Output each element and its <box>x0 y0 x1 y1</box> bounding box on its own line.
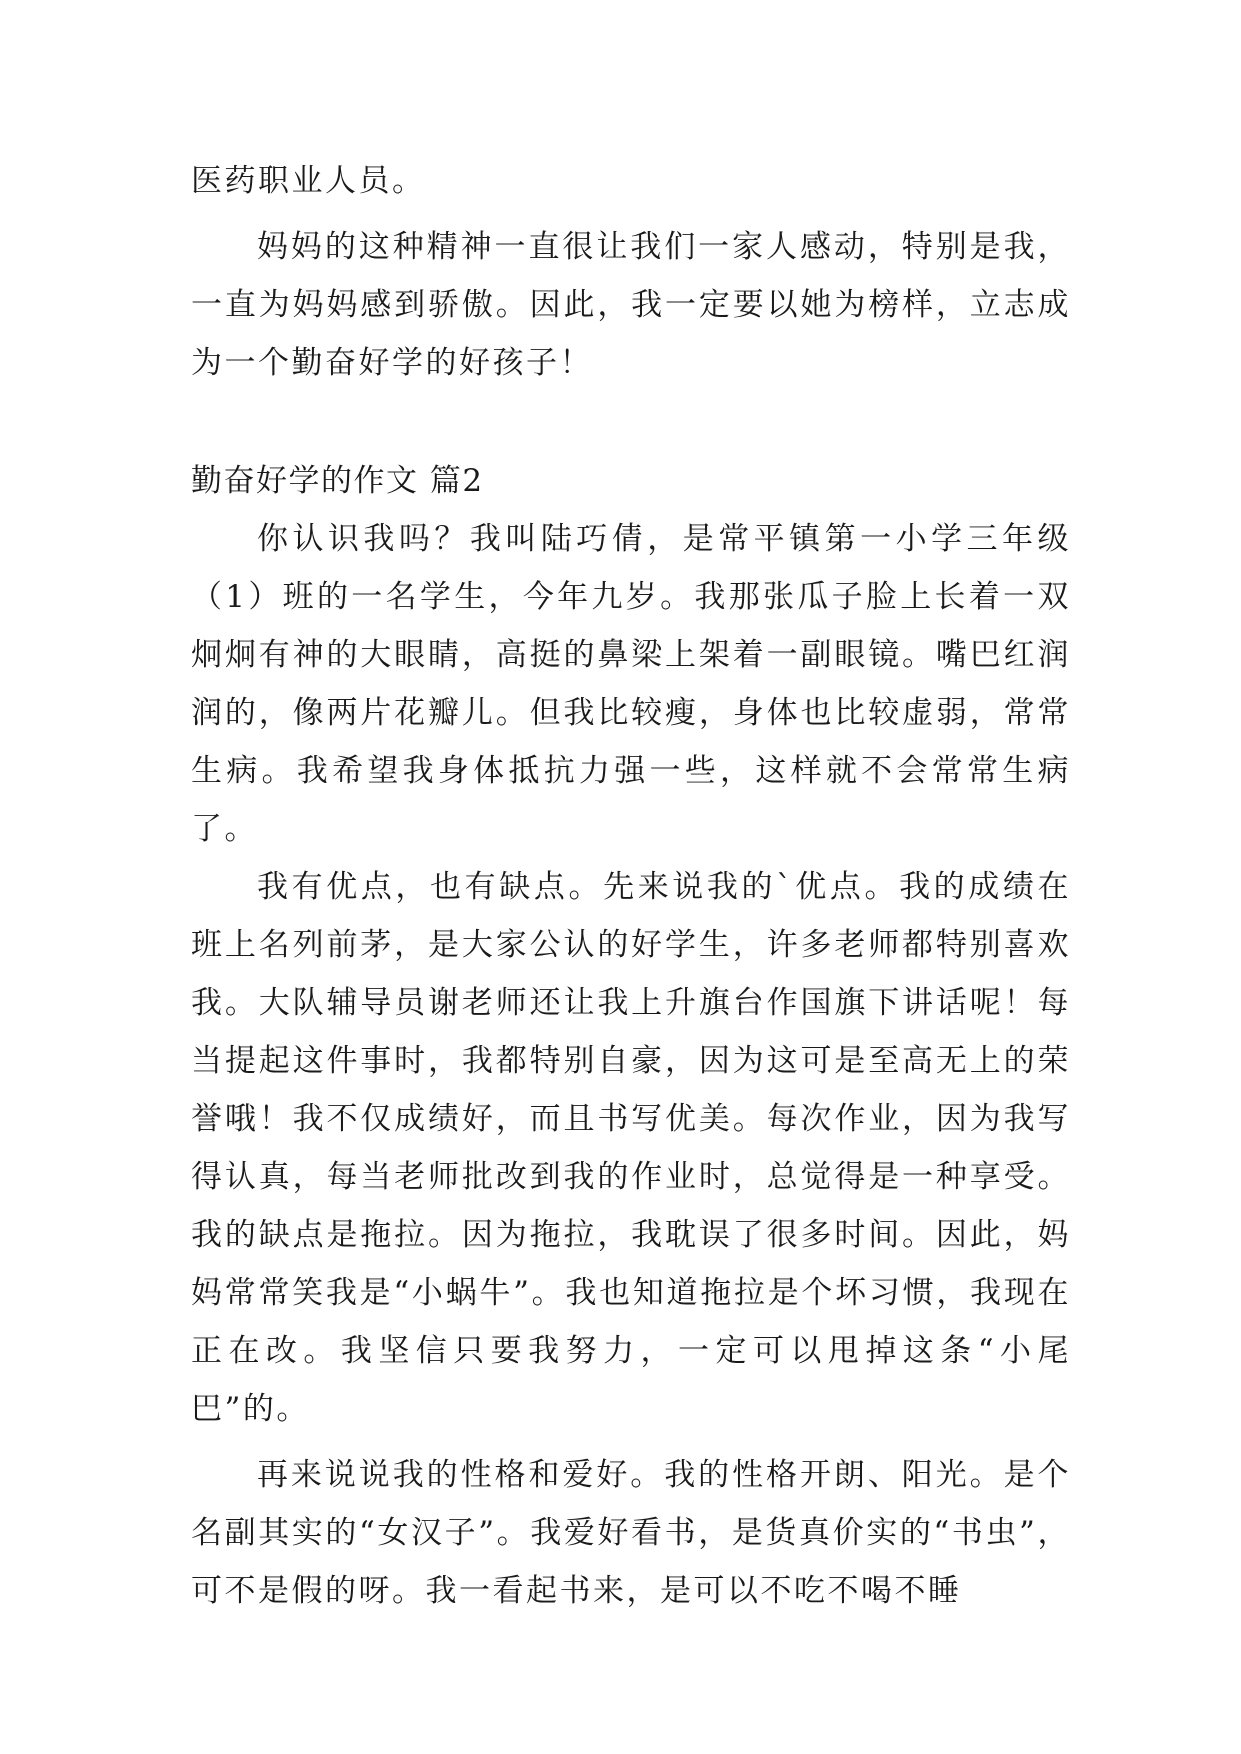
paragraph-mother-spirit: 妈妈的这种精神一直很让我们一家人感动，特别是我，一直为妈妈感到骄傲。因此，我一定要以她为榜样，立志成为一个勤奋好学的好孩子！ <box>191 229 1071 381</box>
paragraph-self-intro: 你认识我吗？我叫陆巧倩，是常平镇第一小学三年级（1）班的一名学生，今年九岁。我那张瓜子脸上长着一双炯炯有神的大眼睛，高挺的鼻梁上架着一副眼镜。嘴巴红润润的，像两片花瓣儿。但我比较瘦，身体也比较虚弱，常常生病。我希望我身体抵抗力强一些，这样就不会常常生病了。 <box>191 521 1071 847</box>
paragraph-personality-hobbies: 再来说说我的性格和爱好。我的性格开朗、阳光。是个名副其实的“女汉子”。我爱好看书，是货真价实的“书虫”，可不是假的呀。我一看起书来，是可以不吃不喝不睡 <box>191 1457 1071 1609</box>
document-body <box>191 152 1071 1620</box>
paragraph-strengths-weaknesses: 我有优点，也有缺点。先来说我的`优点。我的成绩在班上名列前茅，是大家公认的好学生，许多老师都特别喜欢我。大队辅导员谢老师还让我上升旗台作国旗下讲话呢！每当提起这件事时，我都特别自豪，因为这可是至高无上的荣誉哦！我不仅成绩好，而且书写优美。每次作业，因为我写得认真，每当老师批改到我的作业时，总觉得是一种享受。我的缺点是拖拉。因为拖拉，我耽误了很多时间。因此，妈妈常常笑我是“小蜗牛”。我也知道拖拉是个坏习惯，我现在正在改。我坚信只要我努力，一定可以甩掉这条“小尾巴”的。 <box>191 869 1071 1427</box>
section-heading: 勤奋好学的作文 篇2 <box>191 463 484 499</box>
paragraph-continuation: 医药职业人员。 <box>191 163 426 199</box>
